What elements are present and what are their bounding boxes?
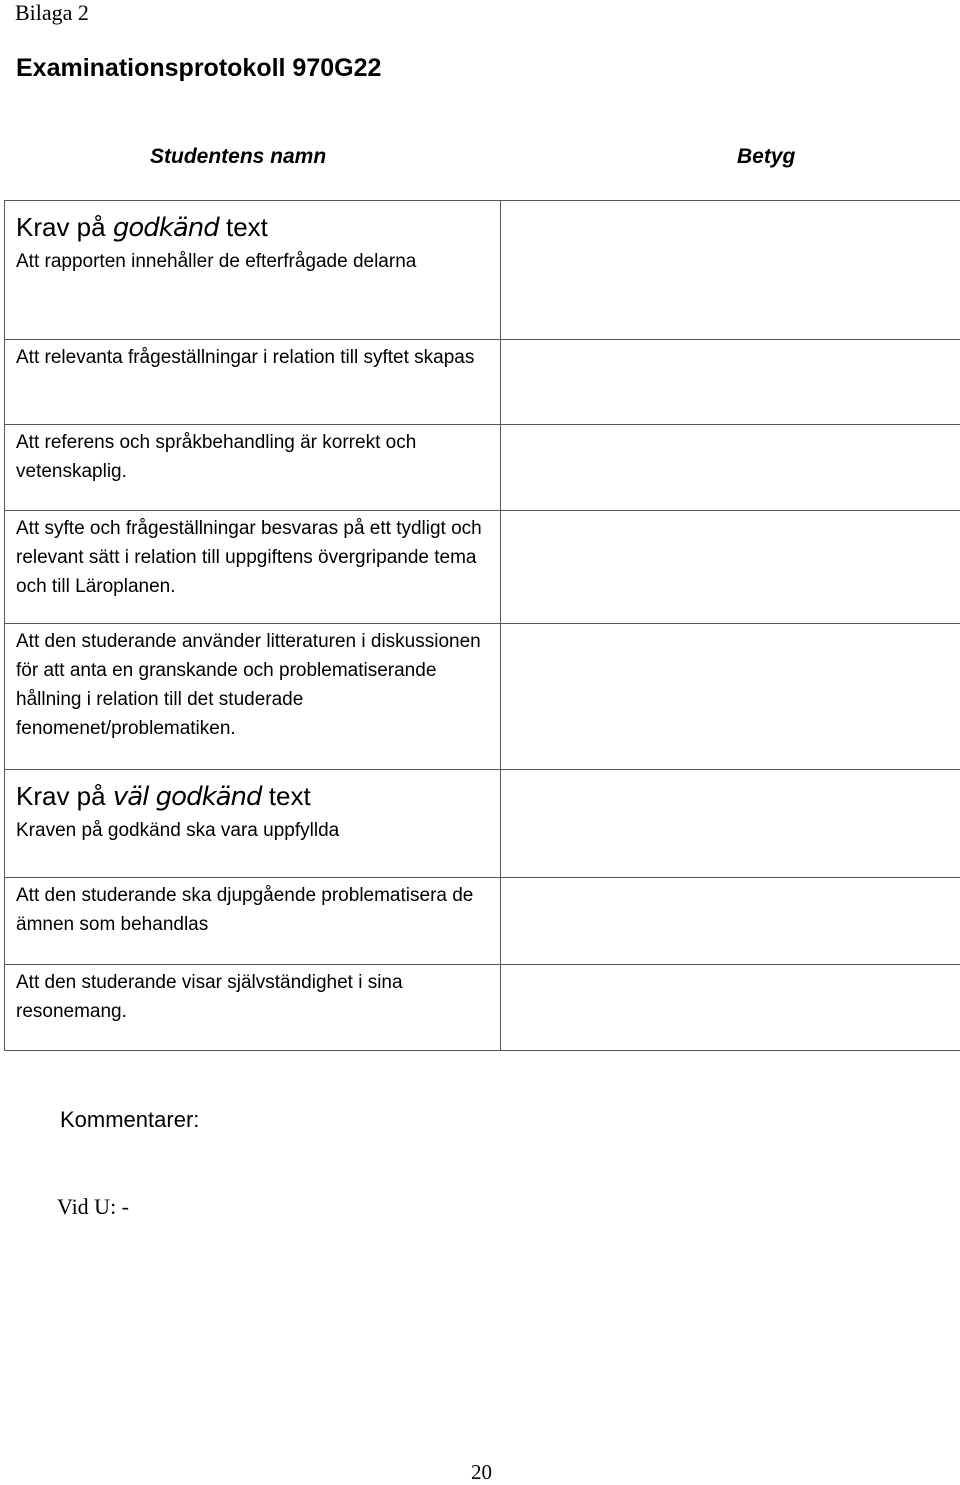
criteria-table — [4, 200, 960, 1051]
table-row — [5, 878, 960, 965]
grade-cell[interactable] — [501, 624, 960, 770]
criterion-text: Att den studerande ska djupgående problematisera de ämnen som behandlas — [16, 878, 492, 939]
table-row — [5, 340, 960, 425]
grade-cell[interactable] — [501, 878, 960, 965]
distinction-requirements-heading: Krav på väl godkänd text — [16, 770, 492, 816]
criterion-text: Att rapporten innehåller de efterfrågade delarna — [16, 247, 492, 276]
grade-cell[interactable] — [501, 511, 960, 624]
criterion-text: Kraven på godkänd ska vara uppfyllda — [16, 816, 492, 845]
student-name-header: Studentens namn — [150, 143, 326, 171]
criterion-cell — [5, 624, 501, 770]
comments-label: Kommentarer: — [60, 1105, 199, 1135]
distinction-emphasis: väl godkänd — [113, 782, 262, 812]
criterion-cell — [5, 878, 501, 965]
grade-cell[interactable] — [501, 965, 960, 1051]
criterion-cell — [5, 201, 501, 340]
grade-cell[interactable] — [501, 770, 960, 878]
grade-header: Betyg — [737, 143, 795, 171]
grade-cell[interactable] — [501, 340, 960, 425]
document-title: Examinationsprotokoll 970G22 — [16, 52, 381, 84]
table-row — [5, 511, 960, 624]
table-row — [5, 425, 960, 511]
criterion-cell — [5, 425, 501, 511]
vid-u-label: Vid U: - — [57, 1192, 129, 1222]
criterion-cell — [5, 770, 501, 878]
criterion-text: Att referens och språkbehandling är korrekt och vetenskaplig. — [16, 425, 492, 486]
criterion-cell — [5, 340, 501, 425]
criterion-cell — [5, 965, 501, 1051]
page-number: 20 — [471, 1459, 492, 1485]
grade-cell[interactable] — [501, 201, 960, 340]
criterion-text: Att relevanta frågeställningar i relation till syftet skapas — [16, 340, 492, 372]
criterion-text: Att den studerande använder litteraturen i diskussionen för att anta en granskande och problematiserande hållning i relation till det studerade fenomenet/problematiken. — [16, 624, 492, 743]
grade-cell[interactable] — [501, 425, 960, 511]
criterion-cell — [5, 511, 501, 624]
table-row — [5, 965, 960, 1051]
pass-requirements-heading: Krav på godkänd text — [16, 201, 492, 247]
pass-emphasis: godkänd — [113, 213, 219, 243]
table-row — [5, 770, 960, 878]
table-row — [5, 624, 960, 770]
table-row — [5, 201, 960, 340]
appendix-label: Bilaga 2 — [15, 0, 89, 26]
criterion-text: Att syfte och frågeställningar besvaras på ett tydligt och relevant sätt i relation till uppgiftens övergripande tema och till Läroplanen. — [16, 511, 492, 601]
criterion-text: Att den studerande visar självständighet i sina resonemang. — [16, 965, 492, 1026]
